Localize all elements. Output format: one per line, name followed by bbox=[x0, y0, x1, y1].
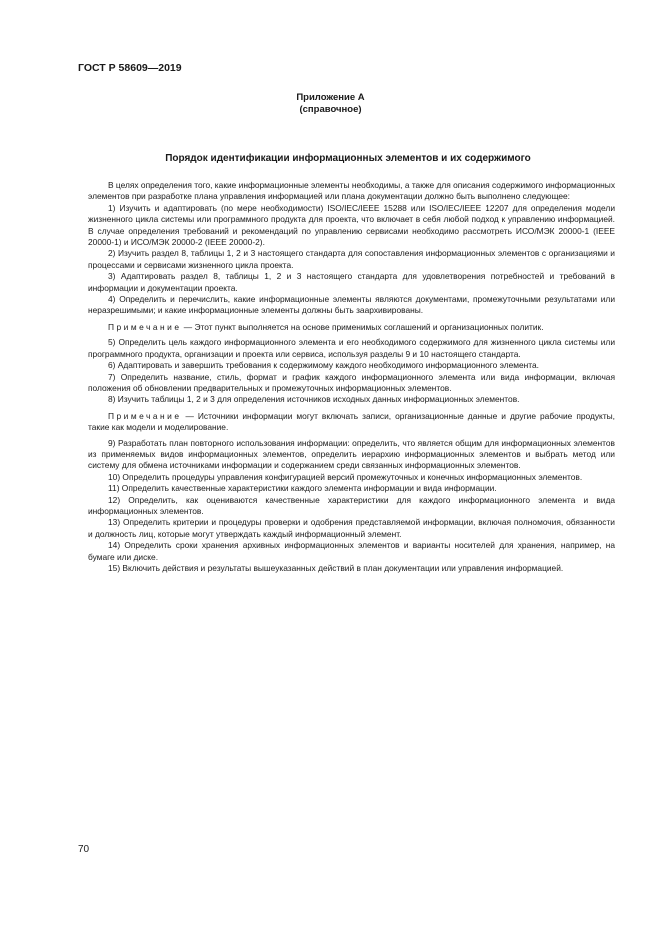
paragraph-item-8: 8) Изучить таблицы 1, 2 и 3 для определения источников исходных данных информационных элементов. bbox=[108, 394, 520, 405]
note-2 bbox=[88, 411, 615, 434]
paragraph-item-10: 10) Определить процедуры управления конфигурацией версий промежуточных и конечных информационных элементов. bbox=[108, 471, 583, 482]
appendix-subtitle: (справочное) bbox=[299, 104, 362, 115]
paragraph-intro: В целях определения того, какие информационные элементы необходимы, а также для описания содержимого информационных элементов при разработке плана управления информацией или плана документации должно быть выполнено следующее: bbox=[88, 180, 616, 202]
paragraph-item-1: 1) Изучить и адаптировать (по мере необходимости) ISO/IEC/IEEE 15288 или ISO/IEC/IEEE 12207 для определения модели жизненного цикла системы или программного продукта для проекта, что включает в себя любой подход к управлению информацией. В случае определения требований и рекомендаций по управлению сервисами необходимо рассмотреть ИСО/МЭК 20000-1 (IEEE 20000-1) и ИСО/МЭК 20000-2 (IEEE 20000-2). bbox=[88, 202, 615, 248]
paragraph-item-5: 5) Определить цель каждого информационного элемента и его необходимого содержимого для жизненного цикла системы или программного продукта, организации и проекта или сервиса, используя разделы 9 и 10 настоящего стандарта. bbox=[88, 337, 615, 359]
note-1-label: Примечание bbox=[108, 321, 182, 332]
appendix-title: Приложение А bbox=[296, 92, 365, 103]
page-number: 70 bbox=[78, 844, 90, 855]
paragraph-item-9: 9) Разработать план повторного использования информации: определить, что является общим для информационных элементов из применяемых видов информационных элементов, определить иерархию информационных элементов и выбрать метод или систему для обмена источниками информации и содержанием среди связанных информационных элементов. bbox=[88, 437, 615, 471]
paragraph-item-3: 3) Адаптировать раздел 8, таблицы 1, 2 и 3 настоящего стандарта для удовлетворения потребностей и требований в информации и документации проекта. bbox=[88, 271, 615, 293]
appendix-heading bbox=[0, 92, 661, 116]
paragraph-item-2: 2) Изучить раздел 8, таблицы 1, 2 и 3 настоящего стандарта для сопоставления информационных элементов с организациями и процессами и сервисами жизненного цикла проекта. bbox=[88, 248, 615, 270]
note-2-text: — Источники информации могут включать записи, организационные данные и другие рабочие продукты, такие как модели и моделирование. bbox=[88, 410, 615, 433]
paragraph-item-14: 14) Определить сроки хранения архивных информационных элементов и варианты носителей для хранения, например, на бумаге или диске. bbox=[88, 540, 615, 562]
note-1-text: — Этот пункт выполняется на основе применимых соглашений и организационных политик. bbox=[181, 321, 544, 332]
standard-code: ГОСТ Р 58609—2019 bbox=[78, 62, 182, 74]
paragraph-item-11: 11) Определить качественные характеристики каждого элемента информации и вида информации. bbox=[108, 483, 497, 494]
paragraph-item-12: 12) Определить, как оцениваются качественные характеристики для каждого информационного элемента и вида информационных элементов. bbox=[88, 494, 615, 516]
paragraph-item-6: 6) Адаптировать и завершить требования к содержимому каждого необходимого информационного элемента. bbox=[108, 360, 540, 371]
note-1 bbox=[88, 322, 615, 333]
document-body bbox=[88, 180, 615, 574]
section-title: Порядок идентификации информационных элементов и их содержимого bbox=[165, 153, 531, 164]
paragraph-item-4: 4) Определить и перечислить, какие информационные элементы являются документами, промежуточными результатами или неразрешимыми; и какие информационные элементы должны быть заархивированы. bbox=[88, 294, 615, 316]
paragraph-item-13: 13) Определить критерии и процедуры проверки и одобрения представляемой информации, включая полномочия, обязанности и должность лиц, которые могут утверждать каждый информационный элемент. bbox=[88, 517, 615, 539]
note-2-label: Примечание bbox=[108, 410, 182, 421]
paragraph-item-7: 7) Определить название, стиль, формат и график каждого информационного элемента или вида информации, включая положения об обновлении предварительных и промежуточных информационных элементов. bbox=[88, 371, 615, 393]
paragraph-item-15: 15) Включить действия и результаты вышеуказанных действий в план документации или управления информацией. bbox=[108, 563, 564, 573]
